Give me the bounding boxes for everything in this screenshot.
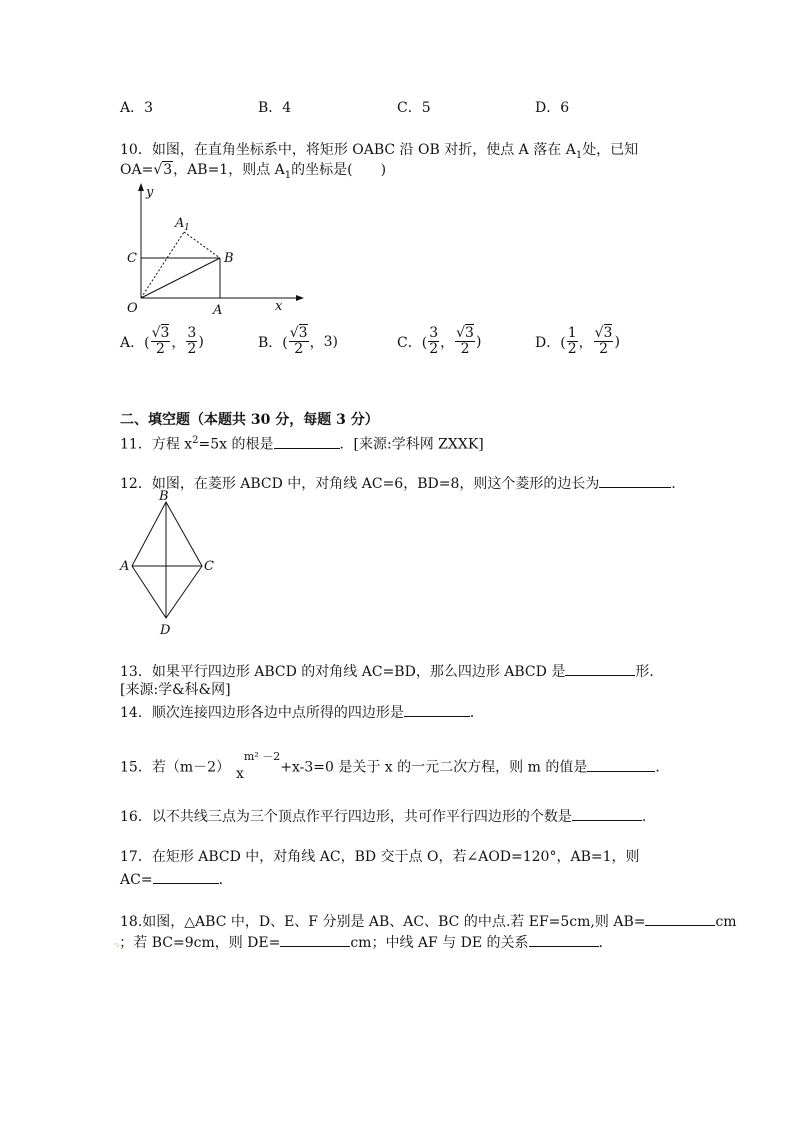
- q10-question-line1: 10．如图，在直角坐标系中，将矩形 OABC 沿 OB 对折，使点 A 落在 $A_1$处，已知: [120, 142, 639, 161]
- label-c: C: [127, 251, 137, 266]
- answer-blank[interactable]: [645, 911, 715, 926]
- q12-question: 12．如图，在菱形 ABCD 中，对角线 AC=6，BD=8，则这个菱形的边长为 ．: [120, 473, 685, 493]
- answer-blank[interactable]: [565, 661, 635, 676]
- q14-question: 14．顺次连接四边形各边中点所得的四边形是 ．: [120, 702, 484, 722]
- q17-question-line1: 17．在矩形 ABCD 中，对角线 AC，BD 交于点 O，若∠AOD=120°，AB=1，则: [120, 849, 640, 865]
- answer-blank[interactable]: [587, 757, 655, 772]
- q9-option-a: A．3: [120, 100, 154, 116]
- label-d: D: [160, 623, 171, 638]
- q10-coordinate-figure: [112, 180, 312, 320]
- answer-blank[interactable]: [529, 932, 599, 947]
- section-title-fill-in: 二、填空题（本题共 30 分，每题 3 分）: [120, 412, 379, 428]
- q18-question-line1: 18.如图，△ABC 中，D、E、F 分别是 AB、AC、BC 的中点.若 EF=5cm,则 AB= cm: [120, 911, 737, 931]
- answer-blank[interactable]: [274, 434, 340, 449]
- label-a1: A: [175, 216, 185, 231]
- q10-question-line2: OA=√3，AB=1，则点 $A_1$的坐标是( ): [120, 162, 387, 181]
- q13-source: [来源:学&科&网]: [120, 682, 231, 698]
- q10-option-d: D．( $\frac{1}{2}$ ， $\frac{√3}{2}$ ): [535, 325, 620, 357]
- answer-blank[interactable]: [280, 932, 350, 947]
- q9-option-b: B．4: [258, 100, 292, 116]
- q11-question: 11．方程 $x^2=5x$ 的根是 ．[来源:学科网 ZXXK]: [120, 435, 484, 453]
- q9-option-d: D．6: [535, 100, 570, 116]
- q17-question-line2: AC= ．: [120, 869, 233, 889]
- q12-rhombus-figure: [112, 488, 222, 640]
- q13-question: 13．如果平行四边形 ABCD 的对角线 AC=BD，那么四边形 ABCD 是 形．: [120, 661, 663, 681]
- q15-question: 15．若（m－2） $x^{m^2 -2}+x-3=0$ 是关于 x 的一元二次方程，则 m 的值是 ．: [120, 750, 670, 782]
- q10-option-b: B．( $\frac{√3}{2}$ ， 3): [258, 325, 338, 357]
- answer-blank[interactable]: [599, 473, 671, 488]
- answer-blank[interactable]: [404, 702, 470, 717]
- answer-blank[interactable]: [153, 869, 219, 884]
- q10-option-a: A．( $\frac{√3}{2}$ ， $\frac{3}{2}$ ): [120, 325, 204, 357]
- q9-option-c: C．5: [397, 100, 431, 116]
- label-x: x: [275, 299, 283, 314]
- answer-blank[interactable]: [572, 806, 642, 821]
- sqrt-3: √3: [153, 162, 173, 178]
- label-c: C: [204, 559, 214, 574]
- q10-option-c: C．( $\frac{3}{2}$ ， $\frac{√3}{2}$ ): [397, 325, 482, 357]
- label-a: A: [120, 559, 130, 574]
- label-y: y: [146, 185, 154, 200]
- label-o: O: [127, 301, 138, 316]
- label-b: B: [159, 489, 169, 504]
- label-b: B: [224, 251, 234, 266]
- q16-question: 16．以不共线三点为三个顶点作平行四边形，共可作平行四边形的个数是 ．: [120, 806, 656, 826]
- label-a1-sub: 1: [184, 223, 190, 233]
- label-a: A: [213, 303, 223, 318]
- q18-question-line2: ·:；若 BC=9cm，则 DE= cm；中线 AF 与 DE 的关系 ．: [114, 932, 613, 954]
- stray-mark: ·:: [114, 940, 120, 949]
